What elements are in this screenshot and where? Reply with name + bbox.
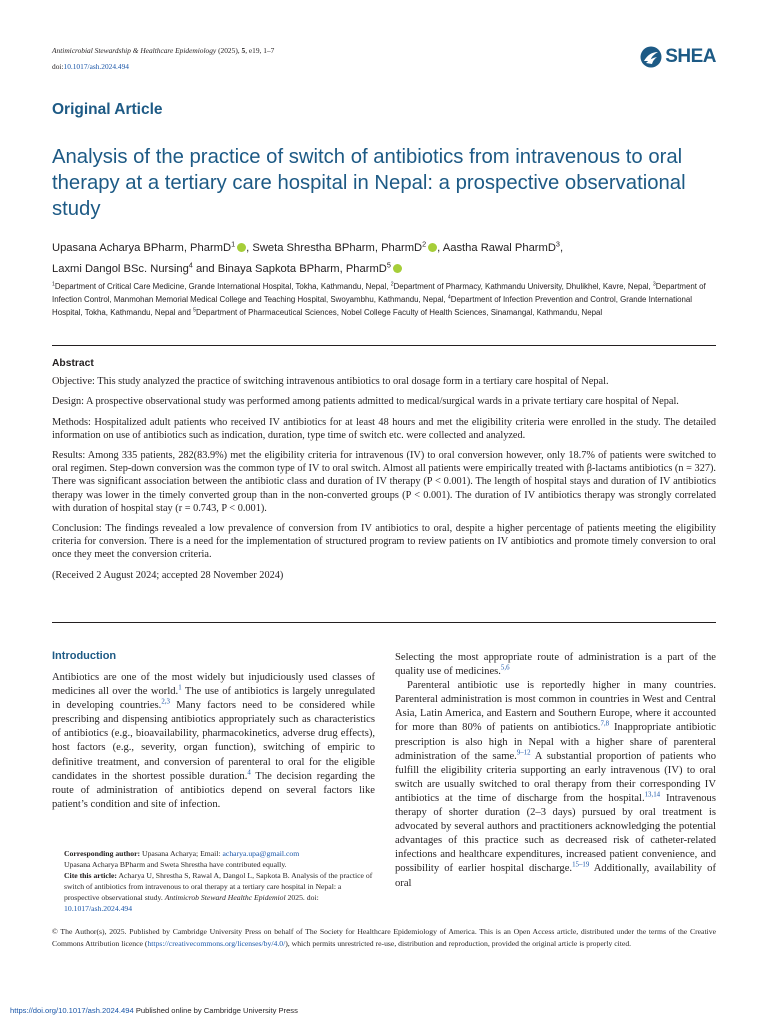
text: A substantial proportion of patients who fulfill the eligibility criteria supporting an early intravenous (IV) to oral switch are usually switched to oral therapy from their corresponding IV antibiotics at the time of discharge from the hospital.	[395, 750, 716, 804]
citation-link[interactable]: 5,6	[500, 664, 510, 672]
citation-note	[52, 870, 375, 914]
abstract-top-rule	[52, 345, 716, 346]
cite-label: Cite this article:	[64, 871, 117, 880]
author-2-sup: 2	[422, 239, 427, 249]
author-list	[52, 238, 712, 280]
doi-link[interactable]: 10.1017/ash.2024.494	[63, 62, 129, 71]
affil-sup: 5	[193, 307, 196, 314]
intro-paragraph-3	[395, 679, 716, 890]
corr-text: Upasana Acharya; Email:	[140, 849, 223, 858]
citation-link[interactable]: 7,8	[600, 720, 610, 728]
citation-link[interactable]: 2,3	[161, 698, 170, 706]
journal-name: Antimicrobial Stewardship & Healthcare Epidemiology	[52, 46, 217, 55]
orcid-icon[interactable]	[237, 243, 246, 252]
affiliations	[52, 280, 717, 319]
text: Intravenous therapy of shorter duration (2–3 days) pursued by oral treatment is advocated by several authors and practitioners acknowledging the potential advantages of this practice such as decreased risk of catheter-related infections and healthcare expenditures, increased patient convenience, and possibility of earlier hospital discharge.	[395, 792, 716, 875]
page-footer	[10, 1006, 298, 1015]
affil-sup: 3	[652, 281, 656, 288]
abstract-conclusion: Conclusion: The findings revealed a low prevalence of conversion from IV antibiotics to oral, despite a higher percentage of patients meeting the eligibility criteria for conversion. There is a need for the implementation of structured program to review patients on IV antibiotics and promote timely conversion to oral once they meet the conversion criteria.	[52, 523, 716, 561]
affiliation-1: Department of Critical Care Medicine, Grande International Hospital, Tokha, Kathmandu, Nepal,	[54, 282, 391, 291]
equal-contribution: Upasana Acharya BPharm and Sweta Shrestha have contributed equally.	[64, 860, 287, 869]
orcid-icon[interactable]	[393, 264, 402, 273]
affiliation-4: Department of Infection Prevention and Control, Grande International Hospital, Tokha, Kathmandu, Nepal and	[52, 295, 693, 317]
author-4: Laxmi Dangol BSc. Nursing	[52, 263, 189, 275]
text: Antibiotics are one of the most widely but injudiciously used classes of medicines all over the world.	[52, 672, 375, 698]
license-text: © The Author(s), 2025. Published by Cambridge University Press on behalf of The Society for Healthcare Epidemiology of America. This is an Open Access article, distributed under the terms of the Creative Commons Attribution licence (	[52, 927, 716, 948]
shea-logo-icon	[640, 46, 662, 68]
text: Inappropriate antibiotic prescription is also high in Nepal with a higher share of parenteral administration of the same.	[395, 722, 717, 762]
text: Parenteral antibiotic use is reportedly higher in many countries. Parenteral administration is most common in countries in West and Central Asia, Latin America, and Eastern and Southern Europe, where it accounted for more than 80% of patients on antibiotics.	[395, 680, 716, 734]
cite-doi-link[interactable]: 10.1017/ash.2024.494	[64, 904, 133, 913]
journal-volume: 5	[241, 46, 246, 55]
author-1: Upasana Acharya BPharm, PharmD	[52, 242, 232, 254]
journal-header	[52, 46, 274, 55]
author-5-sup: 5	[386, 260, 391, 270]
cite-text: Acharya U, Shrestha S, Rawal A, Dangol L, Sapkota B. Analysis of the practice of switch of antibiotics from intravenous to oral therapy at a tertiary care hospital in Nepal: a prospective observational study.	[64, 871, 373, 902]
author-notes	[52, 848, 375, 914]
text: Additionally, availability of oral	[395, 863, 716, 889]
author-1-sup: 1	[231, 239, 236, 249]
author-4-sup: 4	[188, 260, 193, 270]
cite-year: 2025. doi:	[285, 893, 319, 902]
affil-sup: 2	[390, 281, 394, 288]
footer-publisher: Published online by Cambridge University Press	[133, 1006, 298, 1015]
affiliation-5: Department of Pharmaceutical Sciences, Nobel College Faculty of Health Sciences, Sinamangal, Kathmandu, Nepal	[195, 308, 603, 317]
journal-year: (2025),	[218, 46, 242, 55]
text: The decision regarding the route of administration of antibiotics depend on several factors like patient’s condition and site of infection.	[52, 770, 376, 810]
affil-sup: 1	[52, 281, 55, 288]
citation-link[interactable]: 4	[247, 769, 251, 777]
citation-link[interactable]: 13,14	[644, 791, 661, 799]
author-5: and Binaya Sapkota BPharm, PharmD	[192, 263, 387, 275]
abstract-methods: Methods: Hospitalized adult patients who received IV antibiotics for at least 48 hours and met the eligibility criteria were enrolled in the study. The detailed information on use of antibiotics such as indication, duration, type time of switch etc. were collected and analyzed.	[52, 416, 716, 441]
abstract-bottom-rule	[52, 622, 716, 623]
author-3-comma: ,	[559, 242, 564, 254]
email-link[interactable]: acharya.upa@gmail.com	[222, 849, 300, 858]
text: Many factors need to be considered while prescribing and dispensing antibiotics appropriately such as characteristics of antibiotics (e.g., bioavailability, pharmacokinetics, adverse drug effects), host factors (e.g., severity, organ function), switching of empiric to definitive treatment, and conversion of parenteral to oral for the eligible candidates in the shortest possible duration.	[52, 700, 375, 782]
citation-link[interactable]: 1	[178, 684, 182, 692]
affiliation-3: Department of Infection Control, Manmohan Memorial Medical College and Teaching Hospital, Swoyambhu, Kathmandu, Nepal,	[52, 282, 706, 304]
article-title: Analysis of the practice of switch of antibiotics from intravenous to oral therapy at a tertiary care hospital in Nepal: a prospective observational study	[52, 146, 686, 220]
author-2: , Sweta Shrestha BPharm, PharmD	[246, 242, 423, 254]
shea-logo-text: SHEA	[665, 46, 716, 67]
citation-link[interactable]: 15–19	[572, 861, 590, 869]
affil-sup: 4	[447, 294, 451, 301]
doi-prefix: doi:	[52, 62, 64, 71]
doi-line	[52, 62, 129, 71]
author-3-sup: 3	[555, 239, 560, 249]
abstract-objective: Objective: This study analyzed the practice of switching intravenous antibiotics to oral dosage form in a tertiary care hospital of Nepal.	[52, 376, 609, 388]
journal-pages: , e19, 1–7	[245, 46, 275, 55]
author-3: , Aastha Rawal PharmD	[437, 242, 556, 254]
text: Selecting the most appropriate route of administration is a part of the quality use of medicines.	[395, 652, 716, 678]
license-note	[52, 926, 716, 950]
license-text: ), which permits unrestricted re-use, distribution and reproduction, provided the original article is properly cited.	[285, 939, 632, 948]
corr-label: Corresponding author:	[64, 849, 141, 858]
shea-logo	[640, 46, 716, 68]
orcid-icon[interactable]	[428, 243, 437, 252]
license-link[interactable]: https://creativecommons.org/licenses/by/4.0/	[147, 939, 286, 948]
introduction-heading: Introduction	[52, 650, 117, 662]
abstract-design: Design: A prospective observational study was performed among patients admitted to medical/surgical wards in a private tertiary care hospital of Nepal.	[52, 396, 679, 408]
corresponding-author	[52, 848, 375, 859]
footer-doi-link[interactable]: https://doi.org/10.1017/ash.2024.494	[10, 1006, 134, 1015]
abstract-heading: Abstract	[52, 358, 94, 369]
intro-paragraph-2	[395, 651, 716, 679]
intro-paragraph-1	[52, 671, 375, 812]
intro-left-column	[52, 671, 375, 812]
cite-journal: Antimicrob Steward Healthc Epidemiol	[164, 893, 286, 902]
received-dates: (Received 2 August 2024; accepted 28 November 2024)	[52, 569, 284, 581]
text: The use of antibiotics is largely unregulated in developing countries.	[52, 686, 375, 712]
intro-right-column	[395, 651, 716, 891]
citation-link[interactable]: 9–12	[516, 749, 531, 757]
abstract-results: Results: Among 335 patients, 282(83.9%) met the eligibility criteria for intravenous (IV) to oral conversion however, only 18.7% of patients were switched to oral regimen. Step-down conversion was the common type of IV to oral switch. Almost all patients were empirically treated with β-lactams antibiotics (n = 327). There was significant association between the antibiotic class and duration of IV therapy (P < 0.001). The length of hospital stays and duration of IV antibiotics therapy was lower in the timely converted group than in the non-converted groups (P < 0.001). The duration of IV antibiotics therapy was strongly correlated with duration of hospital stay (r = 0.743, P < 0.001).	[52, 450, 716, 514]
abstract	[52, 357, 716, 589]
affiliation-2: Department of Pharmacy, Kathmandu University, Dhulikhel, Kavre, Nepal,	[393, 282, 653, 291]
article-type: Original Article	[52, 101, 163, 118]
